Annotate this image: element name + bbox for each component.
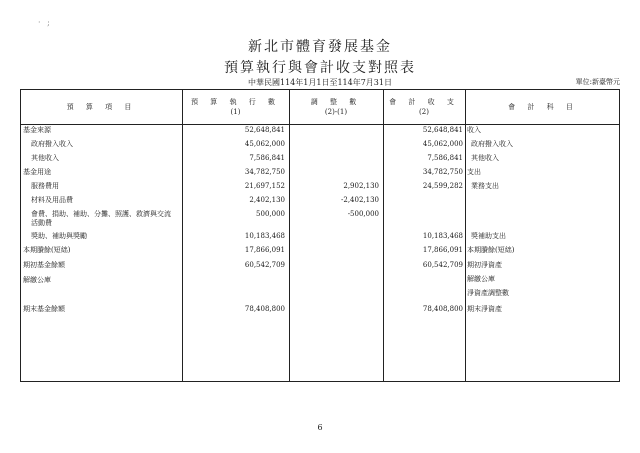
row-item: 期初基金餘額 xyxy=(23,261,65,269)
budget-accounting-table xyxy=(20,89,620,382)
row-subject: 本期賸餘(短絀) xyxy=(467,246,515,254)
header-budget xyxy=(182,90,289,124)
row-budget: 52,648,841 xyxy=(244,126,285,134)
row-item-line1: 會費、捐助、補助、分攤、照護、救濟與交流 xyxy=(31,210,171,218)
header-adjust xyxy=(289,90,383,124)
document-title: 新北市體育發展基金 xyxy=(248,39,392,55)
header-adjust-label: 調 整 數 xyxy=(310,98,362,106)
row-accounting: 34,782,750 xyxy=(422,168,463,176)
header-item xyxy=(21,90,182,124)
row-item: 基金來源 xyxy=(23,126,51,134)
row-item-line2: 活動費 xyxy=(31,219,52,227)
report-period: 中華民國114年1月1日至114年7月31日 xyxy=(248,78,392,87)
row-item: 其他收入 xyxy=(31,154,59,162)
header-budget-label: 預 算 執 行 數 xyxy=(191,98,280,106)
row-subject: 獎補助支出 xyxy=(471,232,506,240)
row-subject: 業務支出 xyxy=(471,182,499,190)
row-budget: 10,183,468 xyxy=(244,232,285,240)
row-item: 基金用途 xyxy=(23,168,51,176)
row-subject: 收入 xyxy=(467,126,481,134)
row-accounting: 45,062,000 xyxy=(422,140,463,148)
header-accounting-sub: (2) xyxy=(419,108,429,116)
row-budget: 7,586,841 xyxy=(249,154,285,162)
currency-unit: 單位:新臺幣元 xyxy=(575,78,620,86)
row-subject: 支出 xyxy=(467,168,481,176)
row-item: 期末基金餘額 xyxy=(23,305,65,313)
row-adjust: 2,902,130 xyxy=(343,182,379,190)
header-divider xyxy=(21,124,619,125)
row-item: 材料及用品費 xyxy=(31,196,73,204)
row-budget: 17,866,091 xyxy=(244,246,285,254)
row-subject: 期初淨資產 xyxy=(467,261,502,269)
row-budget: 34,782,750 xyxy=(244,168,285,176)
row-subject: 淨資產調整數 xyxy=(467,289,509,297)
row-adjust: -2,402,130 xyxy=(341,196,379,204)
row-accounting: 60,542,709 xyxy=(422,261,463,269)
row-budget: 2,402,130 xyxy=(249,196,285,204)
header-budget-sub: (1) xyxy=(230,108,241,116)
row-accounting: 52,648,841 xyxy=(422,126,463,134)
header-subject-label: 會 計 科 目 xyxy=(508,103,578,111)
row-item: 解繳公庫 xyxy=(23,276,51,284)
header-accounting-label: 會 計 收 支 xyxy=(389,98,459,106)
column-divider xyxy=(182,90,183,381)
row-budget: 60,542,709 xyxy=(244,261,285,269)
row-item: 本期賸餘(短絀) xyxy=(23,246,71,254)
document-subtitle: 預算執行與會計收支對照表 xyxy=(224,60,416,76)
column-divider xyxy=(465,90,466,381)
row-subject: 期末淨資產 xyxy=(467,305,502,313)
row-subject: 解繳公庫 xyxy=(467,275,495,283)
row-accounting: 7,586,841 xyxy=(427,154,463,162)
row-item: 獎助、補助與獎勵 xyxy=(31,232,87,240)
page-number: 6 xyxy=(317,423,323,432)
row-budget: 45,062,000 xyxy=(244,140,285,148)
header-item-label: 預 算 項 目 xyxy=(66,103,137,111)
header-accounting xyxy=(383,90,465,124)
row-budget: 78,408,800 xyxy=(244,305,285,313)
row-subject: 其他收入 xyxy=(471,154,499,162)
row-budget: 500,000 xyxy=(256,210,285,218)
row-subject: 政府撥入收入 xyxy=(471,140,513,148)
row-accounting: 78,408,800 xyxy=(422,305,463,313)
row-item: 服務費用 xyxy=(31,182,59,190)
row-adjust: -500,000 xyxy=(347,210,379,218)
scan-marks: · ; xyxy=(38,18,52,27)
column-divider xyxy=(289,90,290,381)
row-accounting: 17,866,091 xyxy=(422,246,463,254)
column-divider xyxy=(383,90,384,381)
row-accounting: 24,599,282 xyxy=(422,182,463,190)
row-budget: 21,697,152 xyxy=(244,182,285,190)
row-accounting: 10,183,468 xyxy=(422,232,463,240)
row-item: 政府撥入收入 xyxy=(31,140,73,148)
header-adjust-sub: (2)-(1) xyxy=(324,108,348,116)
header-subject xyxy=(465,90,621,124)
